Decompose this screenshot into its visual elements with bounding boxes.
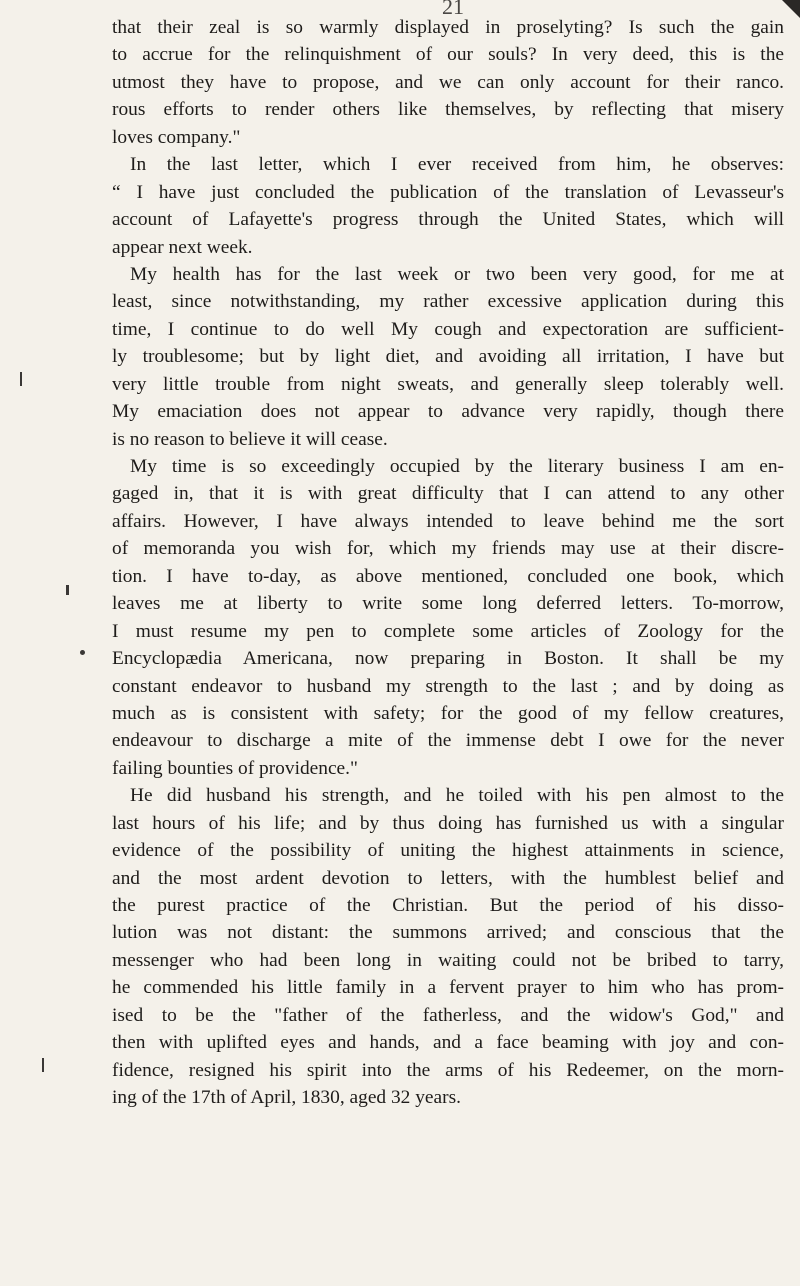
text-line: time, I continue to do well My cough and expectoration are sufficient- [112,318,784,340]
text-line: affairs. However, I have always intended to leave behind me the sort [112,510,784,532]
body-text [112,14,784,1112]
text-line: he commended his little family in a fervent prayer to him who has prom- [112,977,784,999]
text-line: last hours of his life; and by thus doing has furnished us with a singular [112,812,784,834]
text-line: rous efforts to render others like themselves, by reflecting that misery [112,99,784,121]
margin-tick [42,1058,44,1072]
text-line: very little trouble from night sweats, and generally sleep tolerably well. [112,373,784,395]
margin-tick [20,372,22,386]
text-line: He did husband his strength, and he toiled with his pen almost to the [130,785,784,807]
text-line: appear next week. [112,236,253,258]
text-line: I must resume my pen to complete some articles of Zoology for the [112,620,784,642]
text-line: and the most ardent devotion to letters, with the humblest belief and [112,867,784,889]
text-line: messenger who had been long in waiting could not be bribed to tarry, [112,949,784,971]
page-number: 21 [442,0,464,19]
text-line: My health has for the last week or two been very good, for me at [130,263,784,285]
text-line: to accrue for the relinquishment of our souls? In very deed, this is the [112,44,784,66]
text-line: then with uplifted eyes and hands, and a face beaming with joy and con- [112,1032,784,1054]
text-line: that their zeal is so warmly displayed in proselyting? Is such the gain [112,17,784,38]
text-line: ly troublesome; but by light diet, and avoiding all irritation, I have but [112,346,784,368]
text-line: failing bounties of providence." [112,757,358,779]
text-line: In the last letter, which I ever received from him, he observes: [130,154,784,176]
text-line: least, since notwithstanding, my rather excessive application during this [112,291,784,313]
text-line: tion. I have to-day, as above mentioned, concluded one book, which [112,565,784,587]
text-line: utmost they have to propose, and we can only account for their ranco. [112,71,784,93]
margin-tick [66,585,69,595]
text-line: Encyclopædia Americana, now preparing in Boston. It shall be my [112,648,784,670]
text-line: lution was not distant: the summons arrived; and conscious that the [112,922,784,944]
text-line: account of Lafayette's progress through the United States, which will [112,209,784,231]
text-line: much as is consistent with safety; for the good of my fellow creatures, [112,702,784,724]
text-line: loves company." [112,126,241,148]
text-line: “ I have just concluded the publication of the translation of Levasseur's [112,181,784,203]
text-line: leaves me at liberty to write some long deferred letters. To-morrow, [112,593,784,615]
text-line: My time is so exceedingly occupied by the literary business I am en- [130,456,784,477]
page-corner-shadow [782,0,800,18]
text-line: ing of the 17th of April, 1830, aged 32 years. [112,1087,461,1109]
text-line: constant endeavor to husband my strength to the last ; and by doing as [112,675,784,697]
text-line: endeavour to discharge a mite of the immense debt I owe for the never [112,730,784,752]
text-line: of memoranda you wish for, which my friends may use at their discre- [112,538,784,560]
text-line: is no reason to believe it will cease. [112,428,388,450]
text-line: evidence of the possibility of uniting the highest attainments in science, [112,840,784,862]
text-line: gaged in, that it is with great difficulty that I can attend to any other [112,483,784,505]
text-line: the purest practice of the Christian. But the period of his disso- [112,895,784,916]
text-line: ised to be the "father of the fatherless, and the widow's God," and [112,1004,784,1026]
text-line: fidence, resigned his spirit into the arms of his Redeemer, on the morn- [112,1059,784,1081]
text-line: My emaciation does not appear to advance very rapidly, though there [112,401,784,423]
margin-dot [80,650,85,655]
